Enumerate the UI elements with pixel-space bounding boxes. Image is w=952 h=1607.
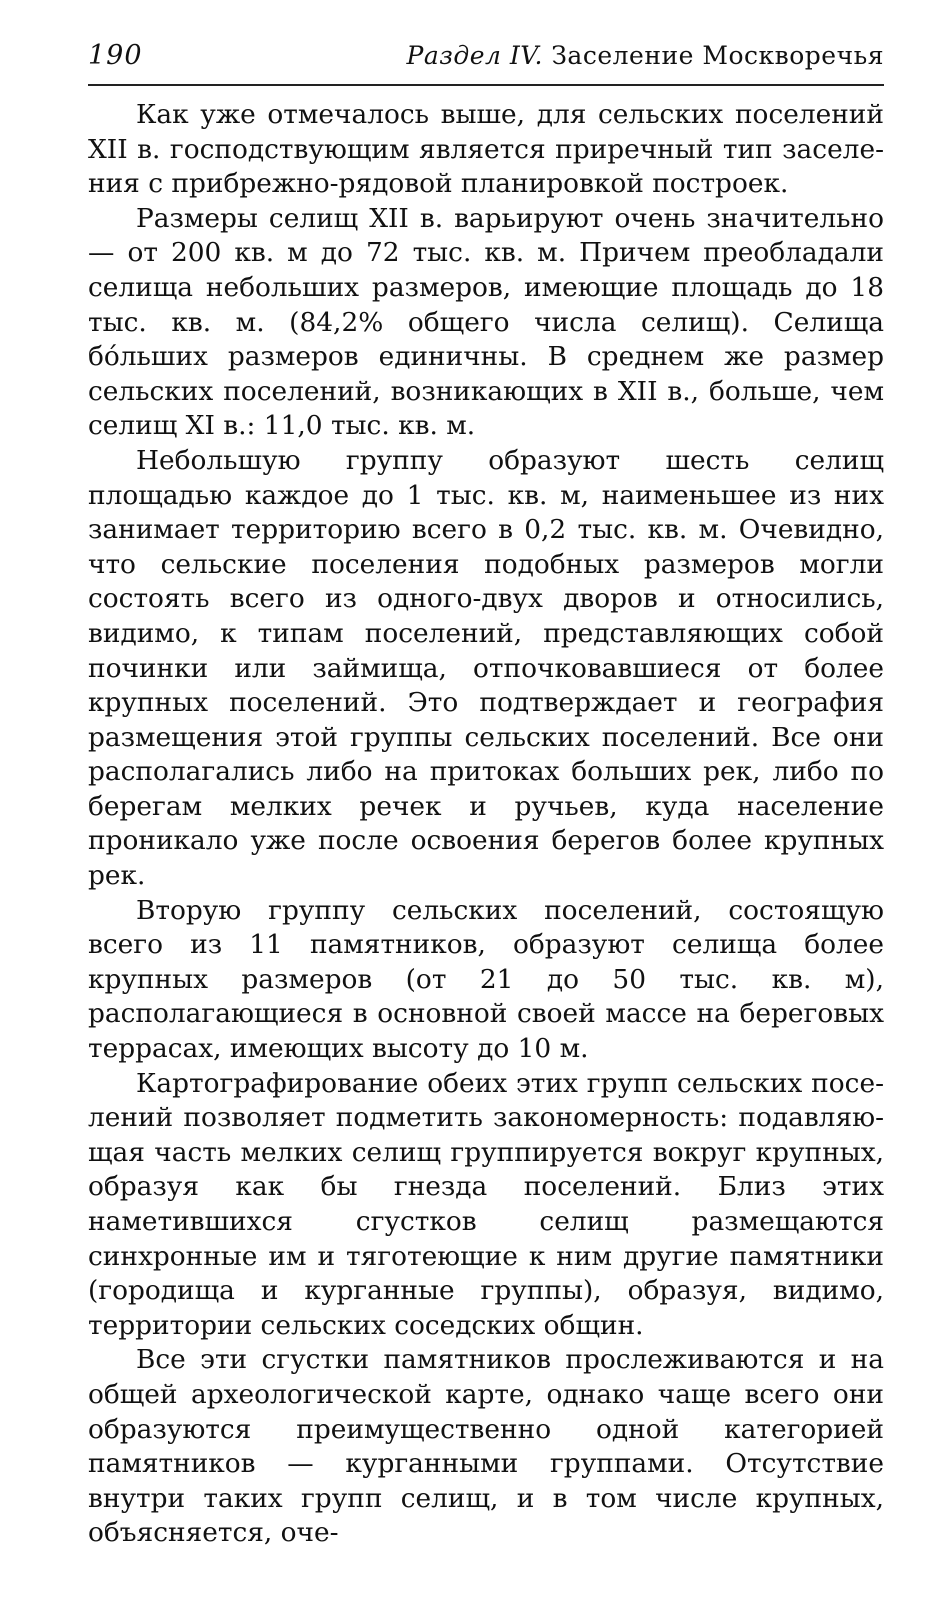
paragraph: Вторую группу сельских поселений, состоящую всего из 11 памятников, образуют селища более крупных размеров (от 21 до 50 тыс. кв. м), располагающиеся в основной своей массе на береговых террасах, имеющих высоту до 10 м.: [88, 894, 884, 1065]
paragraph: Небольшую группу образуют шесть селищ площадью каждое до 1 тыс. кв. м, наименьшее из них занимает территорию всего в 0,2 тыс. кв. м. Очевидно, что сельские поселения подобных размеров могли состоять всего из одного-двух дворов и относились, видимо, к типам поселений, представляющих собой починки или займища, отпочковавшиеся от более крупных поселений. Это подтверждает и география размещения этой группы сельских поселений. Все они располагались либо на притоках больших рек, либо по берегам мелких речек и ручьев, куда население проникало уже после освоения берегов более крупных рек.: [88, 444, 884, 892]
book-page: [88, 40, 884, 1551]
paragraph: Картографирование обеих этих групп сельских поселений позволяет подметить закономерность: подавляющая часть мелких селищ группируется вокруг крупных, образуя как бы гнезда поселений. Близ этих наметившихся сгустков селищ размещаются синхронные им и тяготеющие к ним другие памятники (городища и курганные группы), образуя, видимо, территории сельских соседских общин.: [88, 1067, 884, 1341]
running-header: [88, 40, 884, 86]
body-text: [88, 98, 884, 1551]
running-title: [407, 41, 884, 70]
paragraph: Размеры селищ XII в. варьируют очень значительно — от 200 кв. м до 72 тыс. кв. м. Причем преобладали селища небольших размеров, имеющие площадь до 18 тыс. кв. м. (84,2% общего числа селищ). Селища бо́льших размеров единичны. В среднем же размер сельских поселений, возникающих в XII в., больше, чем селищ XI в.: 11,0 тыс. кв. м.: [88, 202, 884, 442]
page-number: 190: [88, 40, 143, 71]
section-title: Заселение Москворечья: [551, 41, 884, 70]
paragraph: Как уже отмечалось выше, для сельских поселений XII в. господствующим является приречный тип заселения с прибрежно-рядовой планировкой построек.: [88, 99, 884, 200]
section-label: Раздел IV.: [406, 41, 543, 70]
paragraph: Все эти сгустки памятников прослеживаются и на общей археологической карте, однако чаще всего они образуются преимущественно одной категорией памятников — курганными группами. Отсутствие внутри таких групп селищ, и в том числе крупных, объясняется, оче-: [88, 1344, 884, 1549]
